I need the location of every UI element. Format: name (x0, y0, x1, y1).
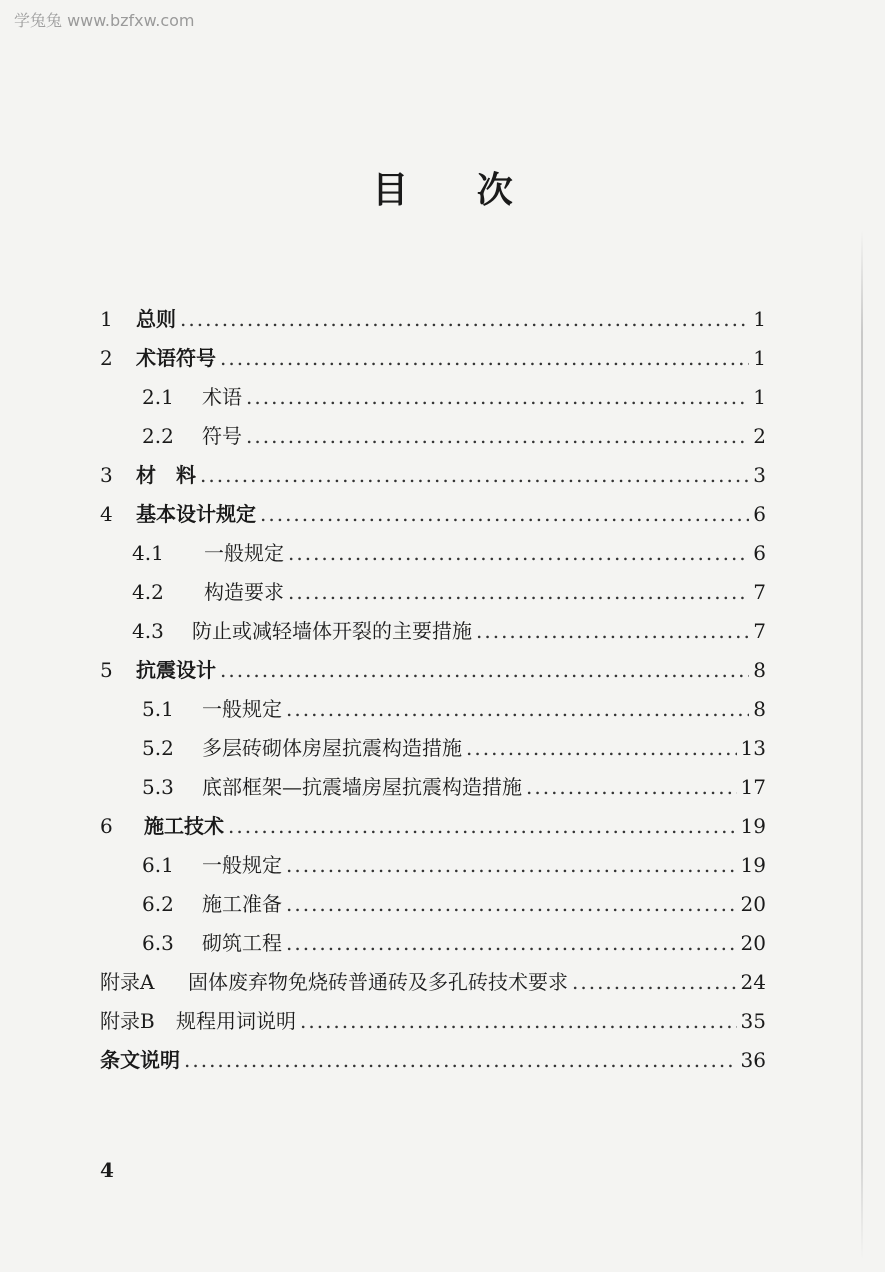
toc-leader (220, 346, 749, 370)
toc-label: 施工准备 (202, 892, 282, 916)
toc-number: 4.3 (132, 619, 164, 643)
toc-entry-3[interactable] (100, 459, 766, 489)
toc-page: 6 (753, 502, 766, 526)
toc-entry-5-3[interactable] (100, 771, 766, 801)
toc-leader (260, 502, 749, 526)
toc-page: 1 (753, 307, 766, 331)
toc-entry-4-3[interactable] (100, 615, 766, 645)
toc-number: 6 (100, 814, 113, 838)
toc-page: 2 (753, 424, 766, 448)
toc-page: 17 (740, 775, 766, 799)
toc-entry-4-1[interactable] (100, 537, 766, 567)
toc-number: 5.1 (142, 697, 174, 721)
toc-leader (184, 1048, 737, 1072)
toc-leader (286, 931, 737, 955)
toc-leader (526, 775, 737, 799)
toc-page: 1 (753, 385, 766, 409)
toc-label: 术语 (202, 385, 242, 409)
page-edge-shadow (861, 230, 863, 1260)
toc-entry-6-3[interactable] (100, 927, 766, 957)
toc-label: 规程用词说明 (176, 1009, 296, 1033)
toc-page: 13 (740, 736, 766, 760)
toc-number: 2.2 (142, 424, 174, 448)
toc-number: 6.2 (142, 892, 174, 916)
toc-entry-2-1[interactable] (100, 381, 766, 411)
toc-leader (476, 619, 749, 643)
toc-entry-appendix-b[interactable] (100, 1005, 766, 1035)
toc-leader (466, 736, 737, 760)
toc-entry-commentary[interactable] (100, 1044, 766, 1074)
toc-label: 总则 (136, 307, 176, 331)
toc-label: 一般规定 (204, 541, 284, 565)
toc-number: 6.3 (142, 931, 174, 955)
toc-page: 6 (753, 541, 766, 565)
toc-leader (246, 385, 749, 409)
toc-number: 2 (100, 346, 113, 370)
toc-entry-5-2[interactable] (100, 732, 766, 762)
toc-page: 24 (740, 970, 766, 994)
toc-leader (288, 541, 749, 565)
toc-number: 3 (100, 463, 113, 487)
toc-page: 20 (740, 931, 766, 955)
toc-page: 8 (753, 697, 766, 721)
toc-entry-6-1[interactable] (100, 849, 766, 879)
toc-page: 36 (740, 1048, 766, 1072)
toc-page: 3 (753, 463, 766, 487)
toc-page: 8 (753, 658, 766, 682)
toc-label: 施工技术 (144, 814, 224, 838)
toc-entry-1[interactable] (100, 303, 766, 333)
toc-number: 5 (100, 658, 113, 682)
toc-leader (300, 1009, 737, 1033)
toc-label: 术语符号 (136, 346, 216, 370)
toc-leader (220, 658, 749, 682)
toc-leader (286, 697, 749, 721)
toc-number: 4.1 (132, 541, 164, 565)
toc-leader (246, 424, 749, 448)
toc-leader (288, 580, 749, 604)
toc-number: 6.1 (142, 853, 174, 877)
toc-leader (572, 970, 737, 994)
toc-label: 抗震设计 (136, 658, 216, 682)
toc-label: 防止或减轻墙体开裂的主要措施 (192, 619, 472, 643)
toc-leader (286, 892, 737, 916)
toc-number: 附录B (100, 1009, 155, 1033)
toc-leader (200, 463, 749, 487)
toc-page: 7 (753, 619, 766, 643)
toc-entry-5[interactable] (100, 654, 766, 684)
toc-entry-5-1[interactable] (100, 693, 766, 723)
toc-entry-2[interactable] (100, 342, 766, 372)
toc-page: 20 (740, 892, 766, 916)
toc-leader (286, 853, 737, 877)
toc-page: 1 (753, 346, 766, 370)
toc-label: 底部框架—抗震墙房屋抗震构造措施 (202, 775, 522, 799)
toc-page: 19 (740, 814, 766, 838)
page-number: 4 (100, 1158, 114, 1182)
toc-number: 附录A (100, 970, 155, 994)
toc-leader (180, 307, 749, 331)
toc-entry-4[interactable] (100, 498, 766, 528)
toc-page: 19 (740, 853, 766, 877)
toc-number: 1 (100, 307, 113, 331)
watermark-text: 学兔兔 www.bzfxw.com (14, 11, 195, 30)
toc-leader (228, 814, 737, 838)
toc-number: 5.2 (142, 736, 174, 760)
toc-label: 材 料 (136, 463, 196, 487)
page-title: 目 次 (372, 170, 541, 211)
toc-entry-4-2[interactable] (100, 576, 766, 606)
toc-label: 条文说明 (100, 1048, 180, 1072)
toc-label: 构造要求 (204, 580, 284, 604)
toc-label: 固体废弃物免烧砖普通砖及多孔砖技术要求 (188, 970, 568, 994)
toc-entry-appendix-a[interactable] (100, 966, 766, 996)
toc-label: 砌筑工程 (202, 931, 282, 955)
toc-label: 多层砖砌体房屋抗震构造措施 (202, 736, 462, 760)
toc-number: 4.2 (132, 580, 164, 604)
toc-label: 基本设计规定 (136, 502, 256, 526)
toc-label: 一般规定 (202, 853, 282, 877)
toc-number: 2.1 (142, 385, 174, 409)
toc-label: 一般规定 (202, 697, 282, 721)
toc-entry-2-2[interactable] (100, 420, 766, 450)
toc-page: 35 (740, 1009, 766, 1033)
toc-page: 7 (753, 580, 766, 604)
toc-number: 4 (100, 502, 113, 526)
toc-label: 符号 (202, 424, 242, 448)
toc-entry-6-2[interactable] (100, 888, 766, 918)
toc-entry-6[interactable] (100, 810, 766, 840)
toc-number: 5.3 (142, 775, 174, 799)
